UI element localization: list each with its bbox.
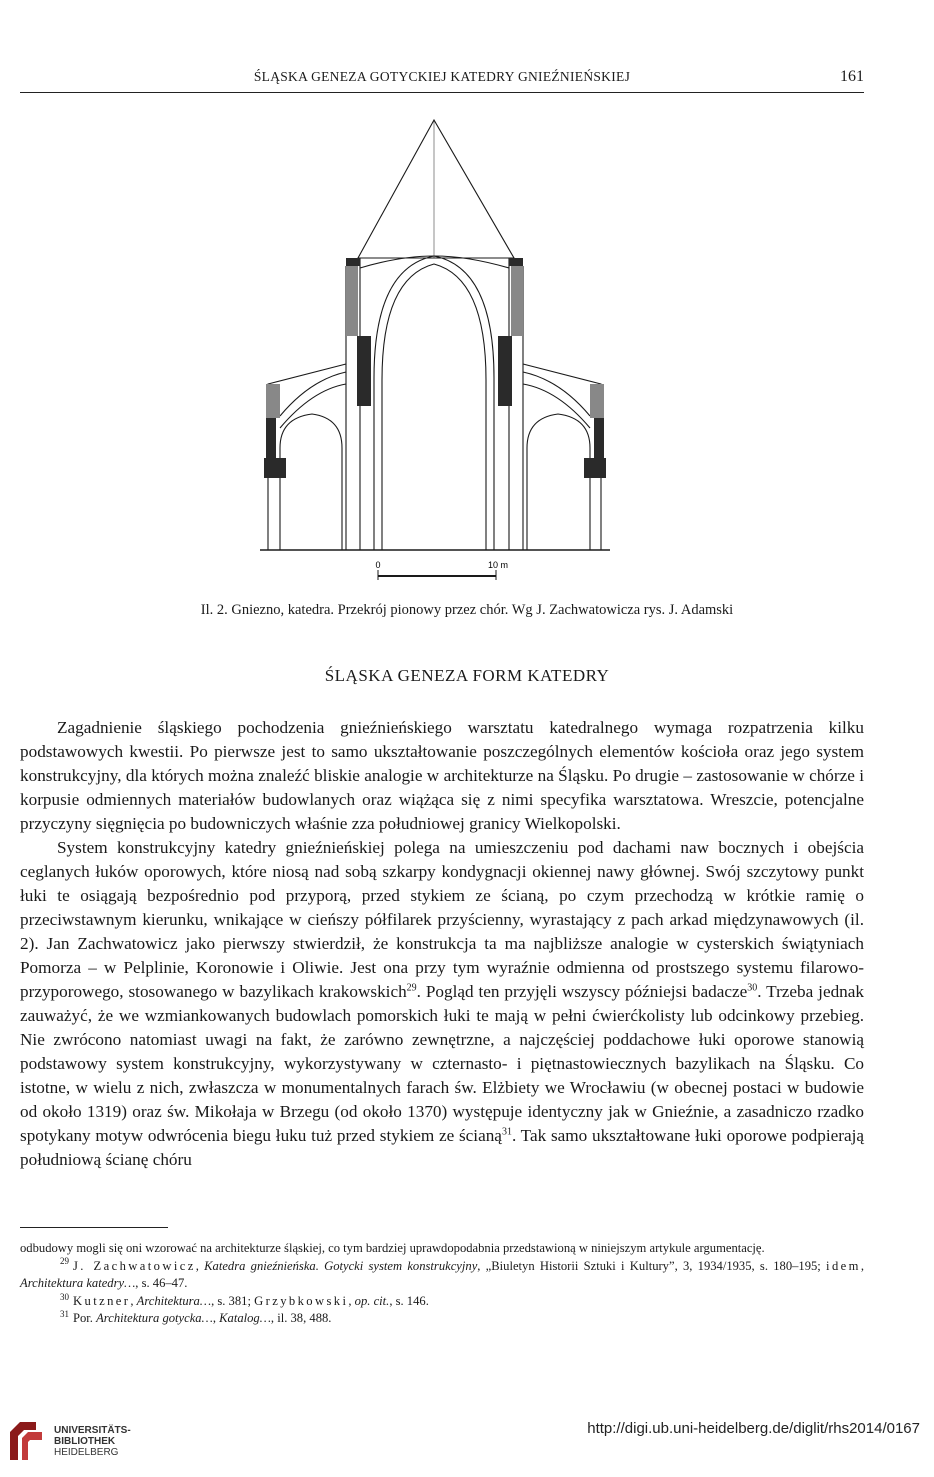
outer-pier-base	[584, 458, 606, 478]
footnote-number: 30	[60, 1291, 69, 1302]
library-name	[54, 1425, 131, 1458]
footnote-31	[20, 1310, 864, 1328]
library-line-1: UNIVERSITÄTS-	[54, 1425, 131, 1436]
footnote-title: Katalog…	[219, 1311, 271, 1326]
aisle-wall-hatch	[266, 384, 280, 418]
footnote-divider	[20, 1227, 168, 1228]
footnote-text: , s. 381;	[211, 1293, 251, 1308]
footnote-ref-31[interactable]: 31	[501, 1126, 512, 1138]
source-url-link[interactable]: http://digi.ub.uni-heidelberg.de/diglit/rhs2014/0167	[587, 1420, 920, 1437]
figure-caption: Il. 2. Gniezno, katedra. Przekrój pionowy przez chór. Wg J. Zachwatowicza rys. J. Adamski	[200, 602, 734, 618]
running-header	[20, 64, 864, 93]
library-line-3: HEIDELBERG	[54, 1447, 119, 1458]
footnote-continuation: odbudowy mogli się oni wzorować na architekturze śląskiej, co tym bardziej uprawdopodabnia przedstawioną w niniejszym artykule argumentację.	[20, 1241, 765, 1255]
footnote-title: Architektura katedry…	[20, 1276, 136, 1291]
outer-pier-base	[264, 458, 286, 478]
footnote-ref-29[interactable]: 29	[406, 982, 417, 994]
buttress-hatch	[511, 266, 523, 336]
wall-cap	[509, 258, 523, 266]
footnote-text: , „Biuletyn Historii Sztuki i Kultury”, 3, 1934/1935, s. 180–195;	[477, 1258, 821, 1273]
footnote-author: Kutzner	[73, 1293, 131, 1308]
footnote-ref-30[interactable]: 30	[747, 982, 758, 994]
running-title: ŚLĄSKA GENEZA GOTYCKIEJ KATEDRY GNIEŹNIEŃSKIEJ	[253, 69, 631, 84]
footnote-number: 31	[60, 1309, 69, 1320]
outer-walls	[268, 418, 601, 550]
footnote-author: idem	[826, 1258, 861, 1273]
library-logo[interactable]	[6, 1418, 166, 1468]
paragraph-2-text: . Trzeba jednak zauważyć, że we wzmiankowanych budowlach pomorskich łuki te mają w pełni ćwierćkolisty lub odcinkowy przebieg. Nie zwrócono natomiast uwagi na fakt, że zarówno zewnętrzne, a najczęściej poddachowe łuki oporowe stanowią podstawowy system konstrukcyjny, wykorzystywany w czternasto- i piętnastowiecznych bazylikach na Śląsku. Co istotne, w wielu z nich, zwłaszcza w monumentalnych farach św. Elżbiety we Wrocławiu (w obecnej postaci w budowie od około 1319) oraz św. Mikołaja w Brzegu (od około 1370) występuje identyczny jak w Gnieźnie, a zasadniczo rzadko spotykany motyw odwrócenia biegu łuku tuż przed stykiem ze ścianą	[20, 982, 864, 1145]
cross-section-drawing	[250, 118, 630, 588]
flying-buttresses-inner	[280, 384, 590, 428]
footnote-author: J. Zachwatowicz	[73, 1258, 196, 1273]
paragraph-2-text: . Pogląd ten przyjęli wszyscy późniejsi badacze	[416, 982, 748, 1001]
cathedral-cross-section-figure	[250, 118, 630, 588]
footnotes	[20, 1240, 864, 1328]
library-logo-icon	[6, 1418, 46, 1464]
buttress-hatch	[346, 266, 358, 336]
footnote-29: $^{29}$ J. Zachwatowicz, Katedra gnieźnieńska. Gotycki system konstrukcyjny, „Biuletyn Historii Sztuki i Kultury”, 3, 1934/1935, s. 180–195; idem, Architektura katedry…, s. 46–47.	[20, 1256, 864, 1291]
paragraph-2-text: System konstrukcyjny katedry gnieźnieńskiej polega na umieszczeniu pod dachami naw bocznych i obejścia ceglanych łuków oporowych, które niosą nad sobą szkarpy kondygnacji okiennej nawy głównej. Swój szczytowy punkt łuki te osiągają bezpośrednio pod przyporą, przed stykiem ze ścianą, po czym przechodzą w krótkie ramię o przeciwstawnym kierunku, wnikające w cieńszy półfilarek przyścienny, wyrastający z pach arkad międzynawowych (il. 2). Jan Zachwatowicz jako pierwszy stwierdził, że konstrukcja ta ma najbliższe analogie w cysterskich świątyniach Pomorza – w Pelplinie, Koronowie i Oliwie. Jest ona przy tym wyraźnie odmienna od prostszego systemu filarowo-przyporowego, stosowanego w bazylikach krakowskich	[20, 838, 864, 1001]
right-aisle-arch	[527, 414, 590, 550]
section-heading: ŚLĄSKA GENEZA FORM KATEDRY	[324, 666, 610, 685]
nave-vault-arch	[374, 256, 494, 550]
footnote-text: , s. 146.	[389, 1293, 429, 1308]
footnote-title: op. cit.	[354, 1293, 390, 1308]
aisle-roofs	[268, 364, 601, 418]
aisle-wall-hatch	[590, 384, 604, 418]
footnote-number: 29	[60, 1256, 69, 1267]
footnote-title: Katedra gnieźnieńska. Gotycki system konstrukcyjny	[204, 1258, 478, 1273]
paragraph-2-text: . Tak samo ukształtowane łuki oporowe podpierają południową ścianę chóru	[20, 1126, 865, 1169]
paragraph-2	[20, 836, 864, 1172]
footnote-text: , s. 46–47.	[135, 1276, 188, 1291]
flying-buttresses	[280, 372, 590, 416]
footnote-text: ,	[212, 1311, 216, 1326]
scale-end-label: 10 m	[487, 560, 509, 570]
library-line-2: BIBLIOTHEK	[54, 1436, 116, 1447]
footnote-text: Por.	[73, 1311, 93, 1326]
nave-vault-arch-inner	[382, 264, 486, 550]
scale-bar	[375, 560, 508, 580]
scale-start-label: 0	[375, 560, 381, 570]
page-number: 161	[840, 68, 864, 85]
left-aisle-arch	[280, 414, 342, 550]
body-text	[20, 716, 864, 1172]
footnote-30: $^{30}$ Kutzner, Architektura…, s. 381; Grzybkowski, op. cit., s. 146.	[60, 1291, 429, 1308]
wall-cap	[346, 258, 360, 266]
pier-block	[357, 336, 371, 406]
clerestory-walls	[346, 266, 523, 550]
footnote-title: Architektura…	[136, 1293, 212, 1308]
footnote-text: , il. 38, 488.	[270, 1311, 332, 1326]
paragraph-1: Zagadnienie śląskiego pochodzenia gnieźnieńskiego warsztatu katedralnego wymaga rozpatrzenia kilku podstawowych kwestii. Po pierwsze jest to samo ukształtowanie poszczególnych elementów kościoła oraz jego system konstrukcyjny, dla których można znaleźć bliskie analogie w architekturze na Śląsku. Po drugie – zastosowanie w chórze i korpusie odmiennych materiałów budowlanych oraz wiążąca się z nimi specyfika warsztatowa. Wreszcie, potencjalne przyczyny sięgnięcia po budowniczych właśnie zza południowej granicy Wielkopolski.	[20, 718, 864, 833]
footnote-author: Grzybkowski	[254, 1293, 349, 1308]
roof-outline	[358, 120, 514, 258]
pier-block	[498, 336, 512, 406]
footnote-title: Architektura gotycka…	[96, 1311, 213, 1326]
